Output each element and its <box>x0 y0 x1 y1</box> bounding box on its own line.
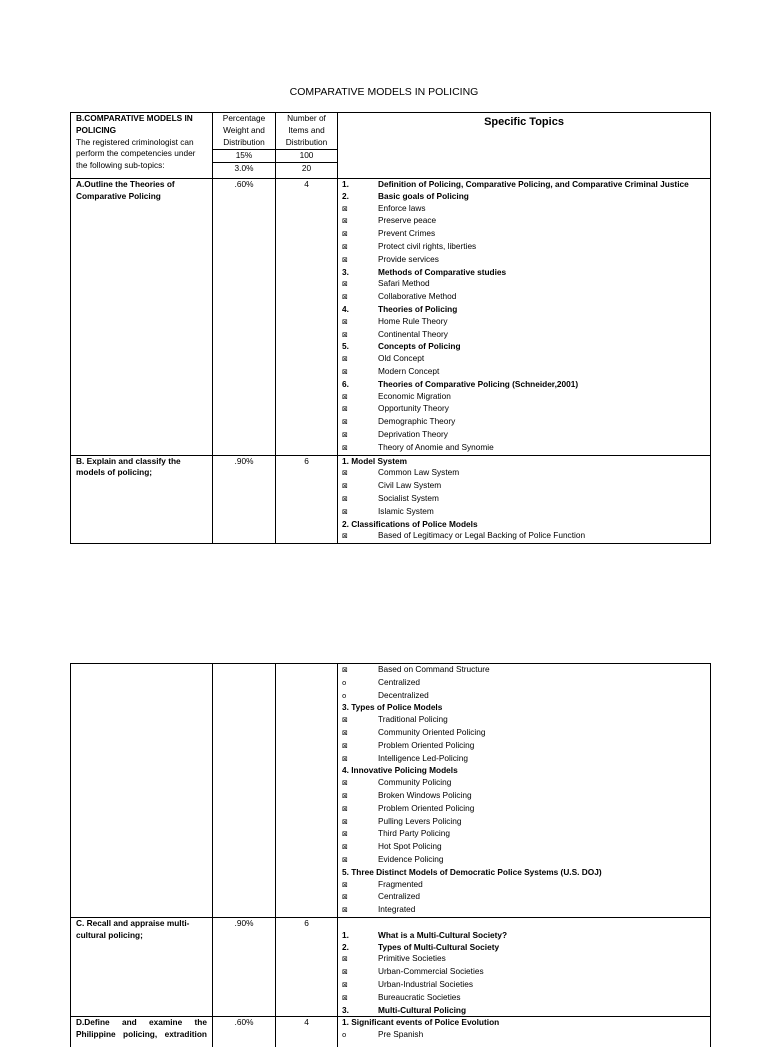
topic-heading <box>342 179 706 191</box>
topic-text: Centralized <box>378 676 420 687</box>
list-number: 3. <box>342 1004 349 1015</box>
topic-item <box>342 753 706 766</box>
percentage-total: 15% <box>213 150 276 163</box>
topic-heading <box>342 930 706 942</box>
topic-item <box>342 664 706 677</box>
topic-text: Based of Legitimacy or Legal Backing of Police Function <box>378 530 586 541</box>
topics-cell <box>338 179 711 456</box>
topic-text: Problem Oriented Policing <box>378 802 475 813</box>
items-cell <box>276 664 338 918</box>
objective-cell: D.Define and examine the Philippine policing, extradition <box>71 1017 213 1047</box>
topic-text: Provide services <box>378 253 439 264</box>
circle-bullet-icon: o <box>342 1031 347 1040</box>
topic-item <box>342 329 706 342</box>
box-bullet-icon: ⊠ <box>342 830 348 839</box>
topic-text: Protect civil rights, liberties <box>378 240 477 251</box>
box-bullet-icon: ⊠ <box>342 469 348 478</box>
box-bullet-icon: ⊠ <box>342 843 348 852</box>
box-bullet-icon: ⊠ <box>342 906 348 915</box>
topic-heading <box>342 267 706 279</box>
items-cell: 4 <box>276 179 338 456</box>
percentage-cell: .60% <box>213 1017 276 1047</box>
percentage-subtotal: 3.0% <box>213 163 276 179</box>
topic-text: Centralized <box>378 891 420 902</box>
topic-text: Opportunity Theory <box>378 403 449 414</box>
percentage-cell: .90% <box>213 455 276 544</box>
topic-heading <box>342 1005 706 1017</box>
box-bullet-icon: ⊠ <box>342 855 348 864</box>
percentage-cell: .90% <box>213 917 276 1016</box>
box-bullet-icon: ⊠ <box>342 430 348 439</box>
box-bullet-icon: ⊠ <box>342 993 348 1002</box>
topic-text: Problem Oriented Policing <box>378 739 475 750</box>
items-subtotal: 20 <box>276 163 338 179</box>
box-bullet-icon: ⊠ <box>342 980 348 989</box>
topic-text: Broken Windows Policing <box>378 789 472 800</box>
box-bullet-icon: ⊠ <box>342 804 348 813</box>
topic-text: Demographic Theory <box>378 416 456 427</box>
topic-item <box>342 891 706 904</box>
percentage-header: Percentage Weight and Distribution <box>213 113 276 150</box>
topic-item <box>342 841 706 854</box>
percentage-cell: .60% <box>213 179 276 456</box>
topic-text: Theory of Anomie and Synomie <box>378 441 494 452</box>
box-bullet-icon: ⊠ <box>342 242 348 251</box>
list-number: 2. <box>342 190 349 201</box>
box-bullet-icon: ⊠ <box>342 779 348 788</box>
box-bullet-icon: ⊠ <box>342 255 348 264</box>
topic-text: Enforce laws <box>378 202 426 213</box>
topic-item <box>342 777 706 790</box>
topic-item <box>342 291 706 304</box>
topic-item <box>342 740 706 753</box>
topics-cell <box>338 917 711 1016</box>
topic-item <box>342 391 706 404</box>
items-total: 100 <box>276 150 338 163</box>
box-bullet-icon: ⊠ <box>342 293 348 302</box>
topic-heading <box>342 456 706 468</box>
topic-text: Methods of Comparative studies <box>378 266 507 277</box>
list-number: 1. <box>342 179 349 189</box>
topic-text: 1. Model System <box>342 455 408 466</box>
topics-cell <box>338 664 711 918</box>
topic-text: What is a Multi-Cultural Society? <box>378 929 508 940</box>
table-row <box>71 455 711 544</box>
list-number: 3. <box>342 266 349 277</box>
box-bullet-icon: ⊠ <box>342 532 348 541</box>
competency-description: The registered criminologist can perform the competencies under the following sub-topics: <box>76 136 196 171</box>
table-row <box>71 664 711 918</box>
items-cell: 4 <box>276 1017 338 1047</box>
topic-text: Community Oriented Policing <box>378 726 486 737</box>
topic-text: Prevent Crimes <box>378 228 436 239</box>
items-header: Number of Items and Distribution <box>276 113 338 150</box>
topics-cell <box>338 455 711 544</box>
topic-text: Economic Migration <box>378 390 451 401</box>
topic-text: Intelligence Led-Policing <box>378 752 468 763</box>
topic-text: Integrated <box>378 904 416 915</box>
box-bullet-icon: ⊠ <box>342 418 348 427</box>
topic-item <box>342 854 706 867</box>
objective-cell <box>71 664 213 918</box>
topic-heading <box>342 341 706 353</box>
box-bullet-icon: ⊠ <box>342 728 348 737</box>
topic-text: Types of Multi-Cultural Society <box>378 941 500 952</box>
topic-item <box>342 215 706 228</box>
list-number: 6. <box>342 378 349 389</box>
specific-topics-header: Specific Topics <box>338 113 711 179</box>
topic-item <box>342 203 706 216</box>
topic-text: Primitive Societies <box>378 953 446 964</box>
objective-cell: C. Recall and appraise multi-cultural policing; <box>71 917 213 1016</box>
topic-text: 1. Significant events of Police Evolution <box>342 1017 500 1028</box>
topic-text: Continental Theory <box>378 328 448 339</box>
box-bullet-icon: ⊠ <box>342 817 348 826</box>
topic-text: Fragmented <box>378 878 423 889</box>
percentage-cell <box>213 664 276 918</box>
topic-text: Civil Law System <box>378 480 442 491</box>
topic-item <box>342 228 706 241</box>
table-row <box>71 179 711 456</box>
topic-text: Home Rule Theory <box>378 315 448 326</box>
topic-text: Deprivation Theory <box>378 428 448 439</box>
topic-text: 3. Types of Police Models <box>342 702 443 713</box>
box-bullet-icon: ⊠ <box>342 230 348 239</box>
topic-item <box>342 467 706 480</box>
topic-heading <box>342 304 706 316</box>
competency-table-continued <box>70 663 711 1047</box>
topic-text: Third Party Policing <box>378 828 450 839</box>
topic-text: Evidence Policing <box>378 853 444 864</box>
topic-text: Community Policing <box>378 777 452 788</box>
topic-item <box>342 416 706 429</box>
list-number: 1. <box>342 929 349 940</box>
topic-text: 2. Classifications of Police Models <box>342 518 478 529</box>
topic-item <box>342 727 706 740</box>
topic-item <box>342 403 706 416</box>
topic-text: Pre Spanish <box>378 1029 424 1040</box>
topic-item <box>342 353 706 366</box>
topic-text: Islamic System <box>378 505 434 516</box>
topic-item <box>342 677 706 690</box>
list-number: 5. <box>342 341 349 352</box>
topic-text: Bureaucratic Societies <box>378 991 461 1002</box>
box-bullet-icon: ⊠ <box>342 955 348 964</box>
topic-text: Socialist System <box>378 492 439 503</box>
box-bullet-icon: ⊠ <box>342 716 348 725</box>
topic-item <box>342 879 706 892</box>
topic-item <box>342 828 706 841</box>
topic-item <box>342 241 706 254</box>
topic-text: Definition of Policing, Comparative Policing, and Comparative Criminal Justice <box>378 179 689 189</box>
topic-item <box>342 790 706 803</box>
box-bullet-icon: ⊠ <box>342 494 348 503</box>
topic-item <box>342 979 706 992</box>
continued-table-wrapper <box>70 663 711 1040</box>
page-title: COMPARATIVE MODELS IN POLICING <box>289 86 479 98</box>
topic-heading <box>342 867 706 879</box>
topic-text: Safari Method <box>378 278 430 289</box>
box-bullet-icon: ⊠ <box>342 330 348 339</box>
topic-item <box>342 366 706 379</box>
topic-text: Modern Concept <box>378 365 440 376</box>
list-number: 2. <box>342 941 349 952</box>
topic-heading <box>342 379 706 391</box>
box-bullet-icon: ⊠ <box>342 482 348 491</box>
objective-cell: A.Outline the Theories of Comparative Policing <box>71 179 213 456</box>
topic-text: Theories of Policing <box>378 303 458 314</box>
box-bullet-icon: ⊠ <box>342 280 348 289</box>
box-bullet-icon: ⊠ <box>342 754 348 763</box>
topic-text: 5. Three Distinct Models of Democratic Police Systems (U.S. DOJ) <box>342 866 602 877</box>
topic-heading <box>342 191 706 203</box>
topic-text: Based on Command Structure <box>378 664 490 674</box>
topic-text: Collaborative Method <box>378 291 457 302</box>
box-bullet-icon: ⊠ <box>342 355 348 364</box>
items-cell: 6 <box>276 455 338 544</box>
box-bullet-icon: ⊠ <box>342 367 348 376</box>
topic-item <box>342 714 706 727</box>
topic-item <box>342 953 706 966</box>
topic-item <box>342 1029 706 1042</box>
topic-item <box>342 992 706 1005</box>
topic-text: Urban-Commercial Societies <box>378 966 484 977</box>
topic-text: Theories of Comparative Policing (Schneider,2001) <box>378 378 579 389</box>
topic-text: Basic goals of Policing <box>378 190 469 201</box>
topic-heading <box>342 942 706 954</box>
box-bullet-icon: ⊠ <box>342 317 348 326</box>
table-row <box>71 1017 711 1047</box>
topic-item <box>342 506 706 519</box>
topic-item <box>342 429 706 442</box>
topic-text: Traditional Policing <box>378 714 448 725</box>
box-bullet-icon: ⊠ <box>342 791 348 800</box>
topic-text: Urban-Industrial Societies <box>378 978 473 989</box>
topic-text: Multi-Cultural Policing <box>378 1004 467 1015</box>
topic-item <box>342 442 706 455</box>
topic-heading <box>342 702 706 714</box>
competency-header-cell <box>71 113 213 179</box>
topic-item <box>342 278 706 291</box>
box-bullet-icon: ⊠ <box>342 507 348 516</box>
table-row <box>71 917 711 1016</box>
box-bullet-icon: ⊠ <box>342 405 348 414</box>
list-number: 4. <box>342 303 349 314</box>
topic-text: Decentralized <box>378 689 429 700</box>
box-bullet-icon: ⊠ <box>342 217 348 226</box>
box-bullet-icon: ⊠ <box>342 443 348 452</box>
topic-item <box>342 254 706 267</box>
topic-item <box>342 316 706 329</box>
topic-item <box>342 904 706 917</box>
topic-text: Old Concept <box>378 353 425 364</box>
topic-heading <box>342 765 706 777</box>
topic-item <box>342 480 706 493</box>
circle-bullet-icon: o <box>342 678 347 687</box>
topic-text: Common Law System <box>378 467 460 478</box>
topic-text: Pulling Levers Policing <box>378 815 462 826</box>
competency-table <box>70 112 711 544</box>
box-bullet-icon: ⊠ <box>342 741 348 750</box>
topic-item <box>342 816 706 829</box>
topic-item <box>342 530 706 543</box>
competency-title: B.COMPARATIVE MODELS IN POLICING <box>76 113 193 135</box>
box-bullet-icon: ⊠ <box>342 204 348 213</box>
items-cell: 6 <box>276 917 338 1016</box>
topic-heading <box>342 1017 706 1029</box>
topic-item <box>342 803 706 816</box>
topic-text: 4. Innovative Policing Models <box>342 765 458 776</box>
box-bullet-icon: ⊠ <box>342 893 348 902</box>
topic-item <box>342 493 706 506</box>
topic-text: Preserve peace <box>378 215 437 226</box>
box-bullet-icon: ⊠ <box>342 392 348 401</box>
topic-text: Concepts of Policing <box>378 341 461 352</box>
box-bullet-icon: ⊠ <box>342 666 348 674</box>
topic-heading <box>342 519 706 531</box>
circle-bullet-icon: o <box>342 691 347 700</box>
topic-text: Hot Spot Policing <box>378 841 442 852</box>
topics-cell <box>338 1017 711 1047</box>
topic-item <box>342 966 706 979</box>
box-bullet-icon: ⊠ <box>342 968 348 977</box>
topic-item <box>342 690 706 703</box>
objective-cell: B. Explain and classify the models of policing; <box>71 455 213 544</box>
box-bullet-icon: ⊠ <box>342 880 348 889</box>
